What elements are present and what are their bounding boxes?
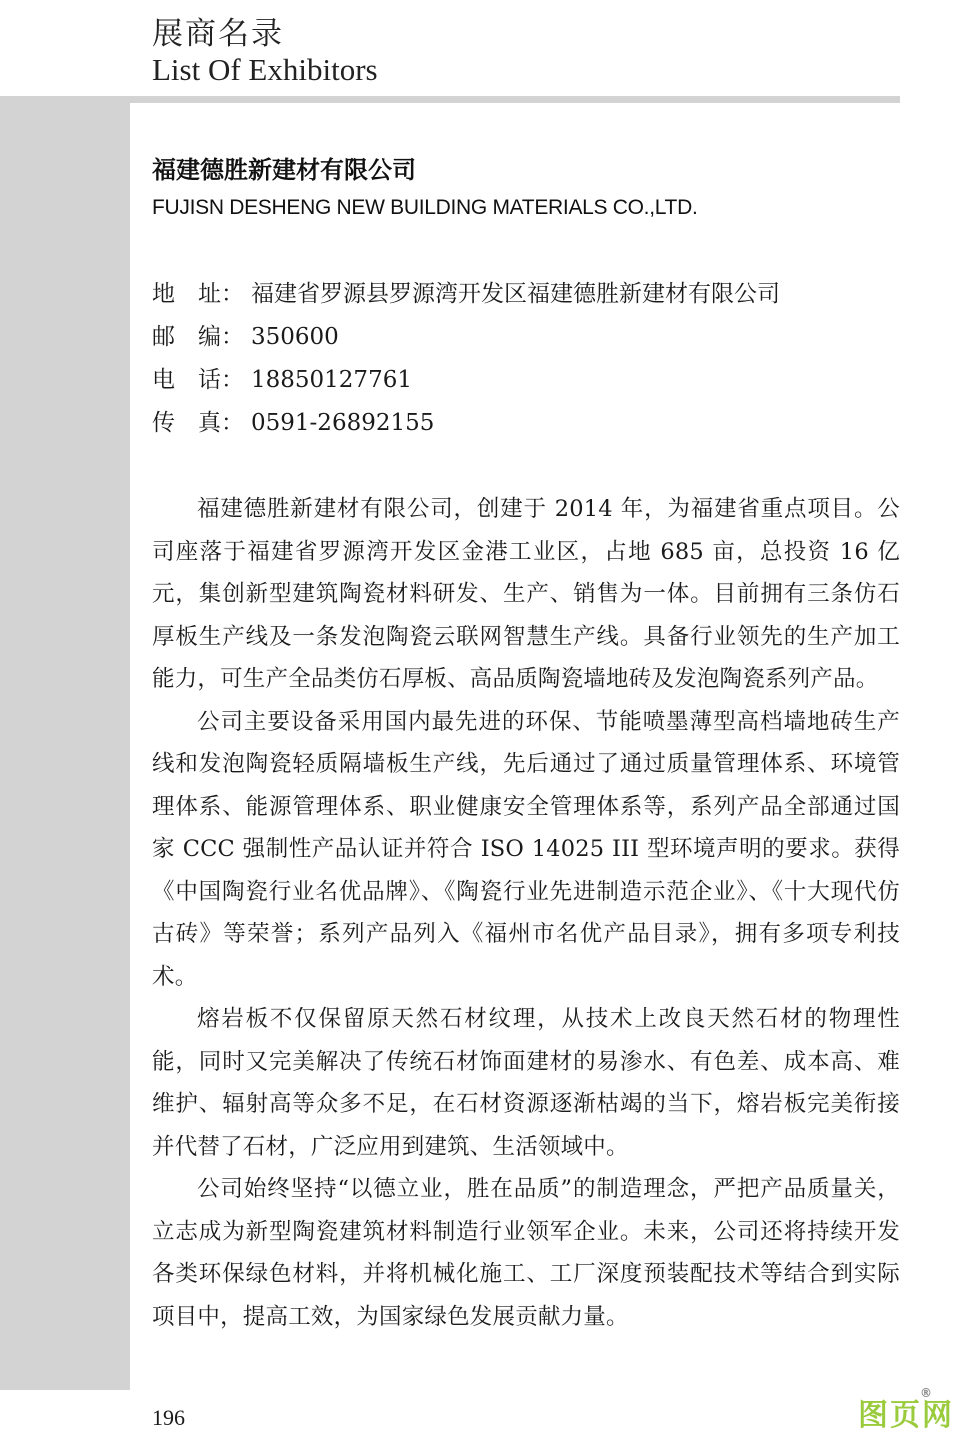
company-description [152,488,900,1338]
paragraph: 福建德胜新建材有限公司，创建于 2014 年，为福建省重点项目。公司座落于福建省罗源湾开发区金港工业区，占地 685 亩，总投资 16 亿元，集创新型建筑陶瓷材料研发、生产、销售为一体。目前拥有三条仿石厚板生产线及一条发泡陶瓷云联网智慧生产线。具备行业领先的生产加工能力，可生产全品类仿石厚板、高品质陶瓷墙地砖及发泡陶瓷系列产品。 [152,496,900,692]
contact-label: 电 话： [152,367,244,393]
contact-value: 18850127761 [251,367,412,393]
side-bar [0,103,130,1390]
paragraph: 公司始终坚持“以德立业，胜在品质”的制造理念，严把产品质量关，立志成为新型陶瓷建筑材料制造行业领军企业。未来，公司还将持续开发各类环保绿色材料，并将机械化施工、工厂深度预装配技术等结合到实际项目中，提高工效，为国家绿色发展贡献力量。 [152,1176,900,1330]
contact-value: 福建省罗源县罗源湾开发区福建德胜新建材有限公司 [251,281,780,307]
contact-phone [152,364,780,407]
page-number: 196 [152,1405,185,1430]
header-title-cn: 展商名录 [152,16,284,52]
watermark-text: 图页网 [858,1398,954,1433]
header-title-en: List Of Exhibitors [152,52,378,87]
company-name-cn: 福建德胜新建材有限公司 [152,156,416,184]
header-divider [0,96,900,103]
contact-value: 0591-26892155 [251,410,435,436]
paragraph: 公司主要设备采用国内最先进的环保、节能喷墨薄型高档墙地砖生产线和发泡陶瓷轻质隔墙板生产线，先后通过了通过质量管理体系、环境管理体系、能源管理体系、职业健康安全管理体系等，系列产品全部通过国家 CCC 强制性产品认证并符合 ISO 14025 III 型环境声明的要求。获得《中国陶瓷行业名优品牌》、《陶瓷行业先进制造示范企业》、《十大现代仿古砖》等荣誉；系列产品列入《福州市名优产品目录》，拥有多项专利技术。 [152,708,900,990]
contact-fax [152,407,780,450]
registered-mark: ® [920,1386,934,1400]
company-name-en: FUJISN DESHENG NEW BUILDING MATERIALS CO.,LTD. [152,196,698,219]
paragraph: 熔岩板不仅保留原天然石材纹理，从技术上改良天然石材的物理性能，同时又完美解决了传统石材饰面建材的易渗水、有色差、成本高、难维护、辐射高等众多不足，在石材资源逐渐枯竭的当下，熔岩板完美衔接并代替了石材，广泛应用到建筑、生活领域中。 [152,1006,900,1160]
watermark-logo [858,1386,954,1434]
contact-value: 350600 [251,324,339,350]
contact-label: 传 真： [152,410,244,436]
contact-block [152,278,780,450]
contact-label: 地 址： [152,281,244,307]
contact-postcode [152,321,780,364]
contact-label: 邮 编： [152,324,244,350]
contact-address [152,278,780,321]
